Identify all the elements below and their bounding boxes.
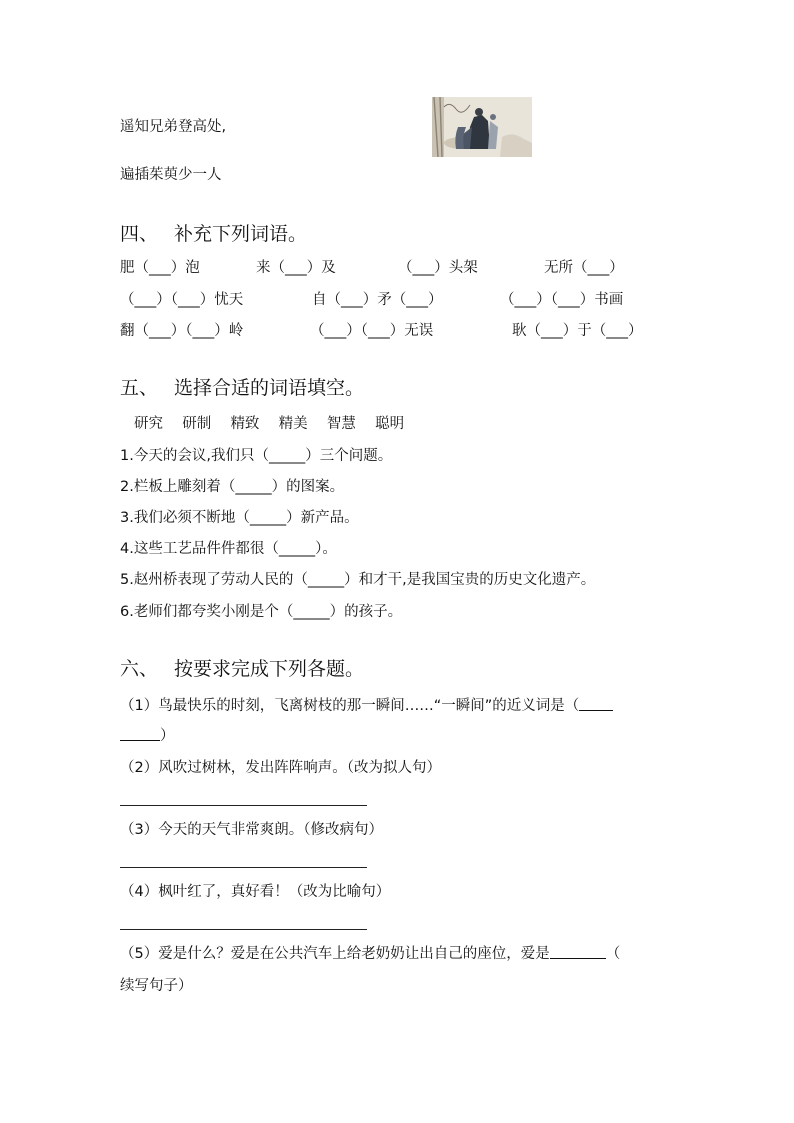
answer-blank[interactable] (120, 726, 160, 741)
word-bank-item: 研究 (134, 416, 163, 432)
word-fill-blank[interactable]: ___ (192, 323, 215, 339)
word-fill-blank[interactable]: ___ (341, 292, 363, 308)
section-5-number: 五、 (120, 377, 159, 399)
word-fill-2-1: （___）（___）忧天 (120, 292, 244, 308)
answer-line-6-3[interactable] (120, 867, 367, 868)
word-fill-blank[interactable]: ___ (541, 323, 563, 339)
word-fill-3-2: （___）（___）无误 (310, 323, 434, 339)
question-5-3: 3.我们必须不断地（_____）新产品。 (120, 510, 359, 526)
word-fill-blank[interactable]: ___ (134, 292, 157, 308)
word-fill-blank[interactable]: ___ (412, 260, 435, 276)
question-6-5-continued: 续写句子） (120, 978, 193, 994)
answer-line-6-2[interactable] (120, 805, 367, 806)
word-fill-3-3: 耿（___）于（___） (512, 323, 643, 339)
word-fill-3-1: 翻（___）（___）岭 (120, 323, 244, 339)
question-5-4: 4.这些工艺品件件都很（_____）。 (120, 541, 337, 557)
word-fill-blank[interactable]: ___ (149, 323, 171, 339)
word-fill-blank[interactable]: ___ (587, 260, 610, 276)
word-fill-blank[interactable]: ___ (558, 292, 580, 308)
word-bank-item: 精美 (278, 416, 308, 432)
question-5-1: 1.今天的会议,我们只（_____）三个问题。 (120, 448, 393, 464)
fill-blank[interactable]: _____ (293, 604, 330, 620)
fill-blank[interactable]: _____ (307, 572, 345, 588)
poem-line-2: 遍插茱萸少一人 (120, 167, 222, 183)
section-5-heading (120, 375, 364, 401)
word-fill-2-2: 自（___）矛（___） (312, 292, 443, 308)
word-fill-1-3: （___）头架 (398, 260, 478, 276)
word-bank-item: 聪明 (375, 416, 405, 432)
question-6-1-continued: ） (120, 726, 175, 746)
word-bank-item: 精致 (230, 416, 260, 432)
fill-blank[interactable]: _____ (268, 448, 306, 464)
fill-blank[interactable]: _____ (249, 510, 287, 526)
section-6-title: 按要求完成下列各题。 (174, 658, 365, 680)
fill-blank[interactable]: _____ (235, 479, 272, 495)
question-5-2: 2.栏板上雕刻着（_____）的图案。 (120, 479, 345, 495)
word-bank (134, 414, 404, 434)
word-fill-blank[interactable]: ___ (178, 292, 200, 308)
section-6-heading (120, 656, 364, 682)
word-fill-blank[interactable]: ___ (606, 323, 628, 339)
poem-illustration (432, 97, 532, 157)
fill-blank[interactable]: _____ (278, 541, 316, 557)
section-5-title: 选择合适的词语填空。 (174, 377, 365, 399)
word-fill-blank[interactable]: ___ (285, 260, 307, 276)
section-6-number: 六、 (120, 658, 159, 680)
answer-line-6-4[interactable] (120, 929, 367, 930)
word-fill-1-4: 无所（___） (544, 260, 624, 276)
word-fill-blank[interactable]: ___ (514, 292, 537, 308)
section-4-heading (120, 221, 307, 247)
question-6-5: （5）爱是什么？爱是在公共汽车上给老奶奶让出自己的座位，爱是 （ (120, 946, 621, 962)
question-6-4: （4）枫叶红了，真好看！（改为比喻句） (120, 884, 391, 900)
question-6-2: （2）风吹过树林，发出阵阵响声。（改为拟人句） (120, 760, 441, 776)
word-fill-blank[interactable]: ___ (324, 323, 347, 339)
section-4-number: 四、 (120, 223, 159, 245)
question-6-3: （3）今天的天气非常爽朗。（修改病句） (120, 822, 383, 838)
word-fill-blank[interactable]: ___ (406, 292, 428, 308)
answer-blank[interactable] (579, 696, 613, 711)
word-fill-blank[interactable]: ___ (368, 323, 390, 339)
word-fill-1-1: 肥（___）泡 (120, 260, 200, 276)
question-5-5: 5.赵州桥表现了劳动人民的（_____）和才干,是我国宝贵的历史文化遗产。 (120, 572, 596, 588)
answer-blank[interactable] (550, 944, 606, 959)
word-fill-blank[interactable]: ___ (149, 260, 171, 276)
question-6-1: （1）鸟最快乐的时刻，飞离树枝的那一瞬间……“一瞬间”的近义词是（ (120, 696, 613, 716)
word-fill-2-3: （___）（___）书画 (500, 292, 624, 308)
question-5-6: 6.老师们都夸奖小刚是个（_____）的孩子。 (120, 604, 403, 620)
section-4-title: 补充下列词语。 (174, 223, 308, 245)
word-fill-1-2: 来（___）及 (256, 260, 336, 276)
word-bank-item: 研制 (182, 416, 212, 432)
word-bank-item: 智慧 (326, 416, 356, 432)
poem-line-1: 遥知兄弟登高处, (120, 119, 227, 135)
